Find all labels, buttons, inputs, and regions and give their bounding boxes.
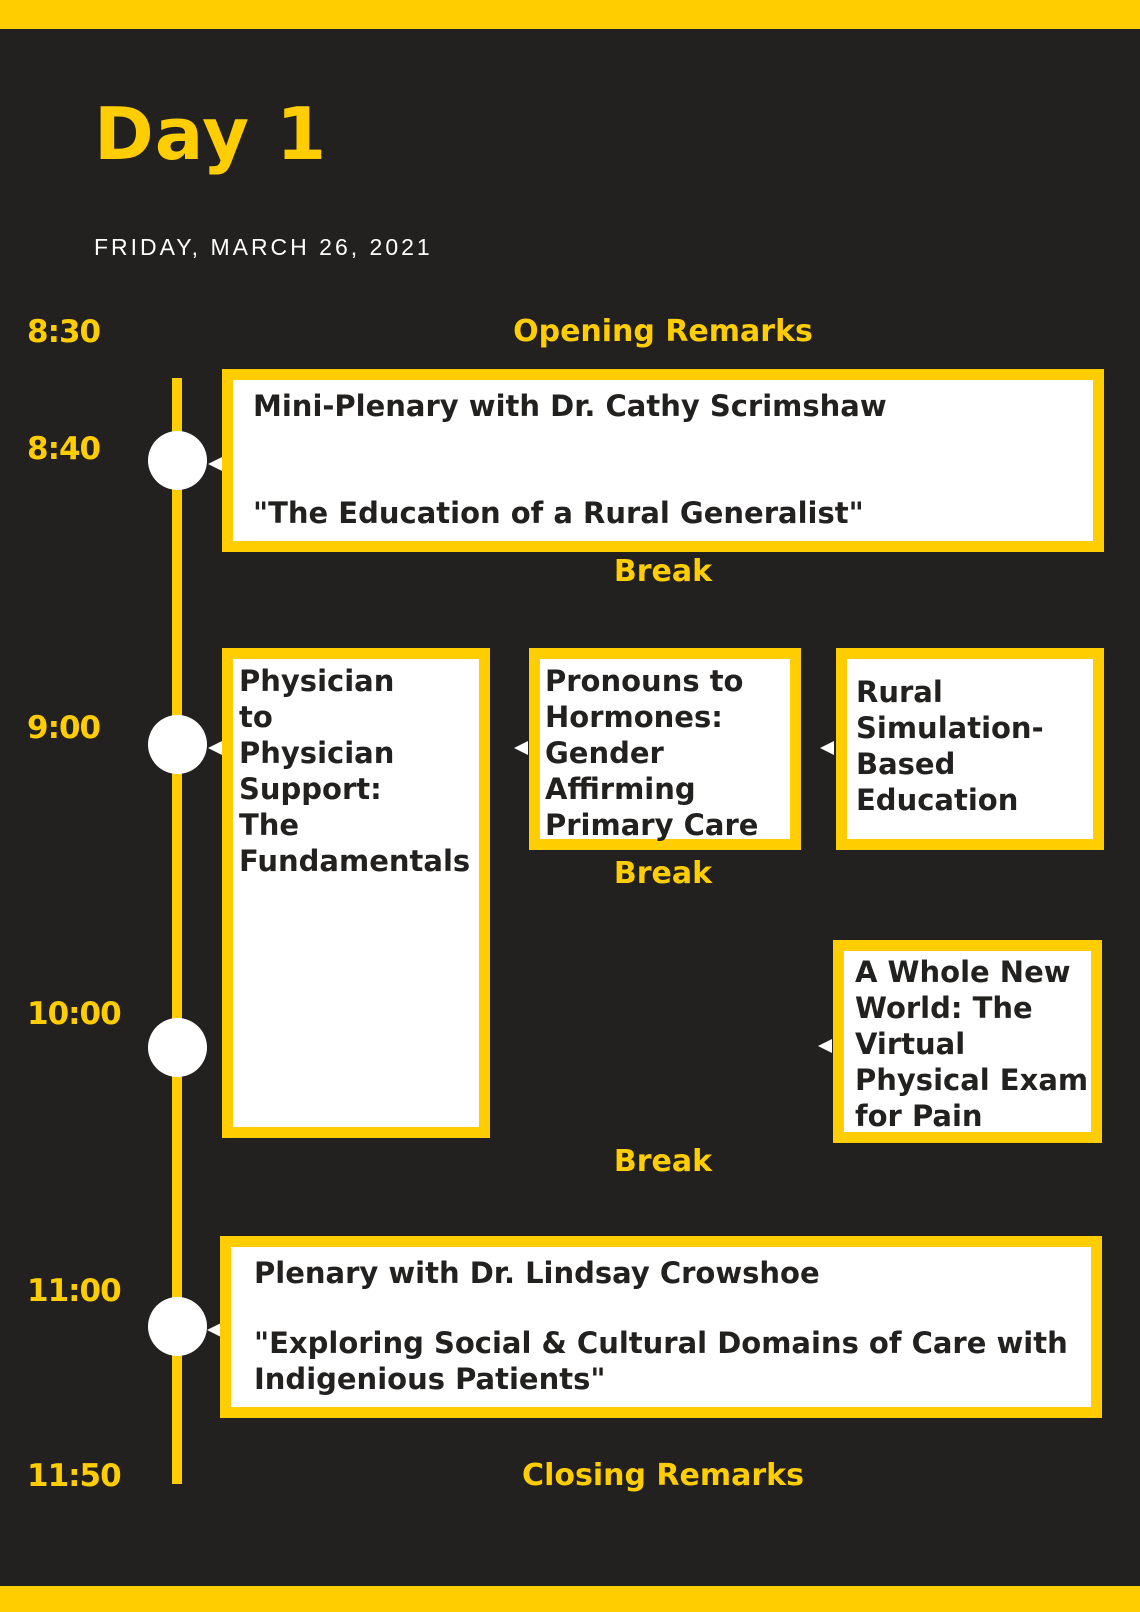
timeline-node-840	[148, 431, 207, 490]
time-label-1100: 11:00	[27, 1273, 121, 1309]
timeline-node-900	[148, 715, 207, 774]
bottom-accent-bar	[0, 1586, 1140, 1612]
page-title: Day 1	[94, 92, 328, 176]
timeline-node-1000	[148, 1018, 207, 1077]
timeline-node-1100	[148, 1297, 207, 1356]
session-title-line: A Whole New	[855, 955, 1071, 989]
session-title-line: Physical Exam	[855, 1063, 1089, 1097]
session-title-line: Physician	[239, 664, 395, 698]
closing-remarks: Closing Remarks	[522, 1458, 804, 1493]
session-title-line: to	[239, 700, 273, 734]
pointer-icon	[514, 741, 528, 755]
session-title-line: World: The	[855, 991, 1033, 1025]
session-subtitle-line: Indigenious Patients"	[254, 1362, 606, 1396]
session-title-line: The	[239, 808, 300, 842]
session-title-line: Primary Care	[545, 808, 759, 842]
session-card-whole-new-world[interactable]	[833, 940, 1102, 1143]
break-label-1: Break	[613, 554, 713, 589]
session-card-plenary[interactable]	[220, 1236, 1102, 1418]
session-subtitle: "The Education of a Rural Generalist"	[253, 496, 864, 530]
session-card-physician-support[interactable]	[222, 648, 490, 1138]
time-label-1150: 11:50	[27, 1458, 121, 1494]
time-label-840: 8:40	[27, 431, 101, 467]
pointer-icon	[208, 457, 222, 471]
session-subtitle-line: "Exploring Social & Cultural Domains of Care with	[254, 1326, 1068, 1360]
time-label-1000: 10:00	[27, 996, 121, 1032]
event-date: FRIDAY, MARCH 26, 2021	[94, 234, 433, 260]
session-title: Plenary with Dr. Lindsay Crowshoe	[254, 1256, 820, 1290]
session-title-line: Education	[856, 783, 1019, 817]
session-title-line: Support:	[239, 772, 382, 806]
session-title-line: Virtual	[855, 1027, 966, 1061]
time-label-900: 9:00	[27, 710, 101, 746]
session-title-line: Physician	[239, 736, 395, 770]
pointer-icon	[820, 741, 834, 755]
session-card-rural-simulation[interactable]	[836, 648, 1104, 850]
session-title-line: Pronouns to	[545, 664, 744, 698]
opening-remarks: Opening Remarks	[513, 314, 813, 349]
session-title-line: Rural	[856, 675, 943, 709]
top-accent-bar	[0, 0, 1140, 29]
session-title-line: Gender	[545, 736, 664, 770]
break-label-3: Break	[613, 1144, 713, 1179]
session-title-line: Simulation-	[856, 711, 1044, 745]
session-title-line: Based	[856, 747, 956, 781]
pointer-icon	[208, 741, 222, 755]
pointer-icon	[818, 1039, 832, 1053]
session-title-line: Hormones:	[545, 700, 723, 734]
time-label-830: 8:30	[27, 314, 101, 350]
session-title-line: for Pain	[855, 1099, 983, 1133]
session-card-pronouns-hormones[interactable]	[529, 648, 801, 850]
pointer-icon	[207, 1323, 221, 1337]
session-title: Mini-Plenary with Dr. Cathy Scrimshaw	[253, 389, 887, 423]
session-title-line: Fundamentals	[239, 844, 471, 878]
break-label-2: Break	[613, 856, 713, 891]
session-title-line: Affirming	[545, 772, 696, 806]
session-card-mini-plenary[interactable]	[222, 369, 1104, 552]
